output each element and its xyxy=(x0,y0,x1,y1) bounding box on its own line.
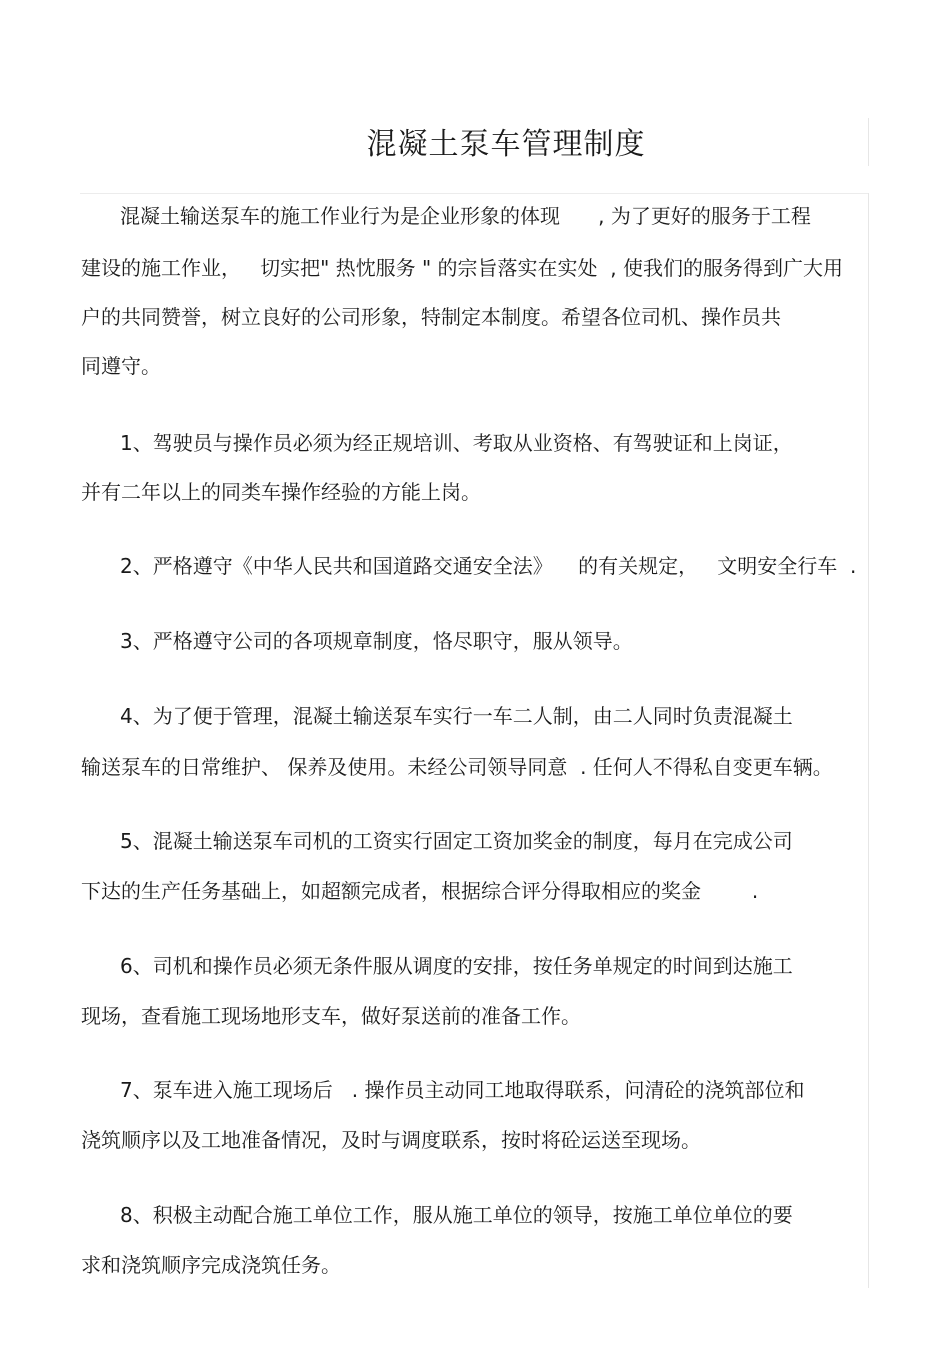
intro-line: 户的共同赞誉，树立良好的公司形象，特制定本制度。希望各位司机、操作员共 xyxy=(81,305,781,329)
rule-line: 6、司机和操作员必须无条件服从调度的安排，按任务单规定的时间到达施工 xyxy=(120,954,793,978)
intro-line: 同遵守。 xyxy=(81,354,161,378)
page-title: 混凝土泵车管理制度 xyxy=(366,127,646,162)
rule-line: 4、为了便于管理，混凝土输送泵车实行一车二人制，由二人同时负责混凝土 xyxy=(120,704,793,728)
rule-line: 5、混凝土输送泵车司机的工资实行固定工资加奖金的制度，每月在完成公司 xyxy=(120,829,793,853)
margin-rule-body xyxy=(868,193,869,1288)
rule-line: 3、严格遵守公司的各项规章制度，恪尽职守，服从领导。 xyxy=(120,629,633,653)
rule-line: 8、积极主动配合施工单位工作，服从施工单位的领导，按施工单位单位的要 xyxy=(120,1203,793,1227)
intro-line: 建设的施工作业， 切实把" 热忱服务 " 的宗旨落实在实处 , 使我们的服务得到广大用 xyxy=(81,256,843,280)
rule-line: 求和浇筑顺序完成浇筑任务。 xyxy=(81,1253,341,1277)
rule-line: 2、严格遵守《中华人民共和国道路交通安全法》 的有关规定， 文明安全行车 . xyxy=(120,554,857,578)
rule-line: 输送泵车的日常维护、 保养及使用。未经公司领导同意 . 任何人不得私自变更车辆。 xyxy=(81,755,833,779)
rule-line: 浇筑顺序以及工地准备情况，及时与调度联系，按时将砼运送至现场。 xyxy=(81,1128,701,1152)
rule-line: 现场，查看施工现场地形支车，做好泵送前的准备工作。 xyxy=(81,1004,581,1028)
rule-line: 并有二年以上的同类车操作经验的方能上岗。 xyxy=(81,480,481,504)
rule-line: 1、驾驶员与操作员必须为经正规培训、考取从业资格、有驾驶证和上岗证， xyxy=(120,431,793,455)
intro-line: 混凝土输送泵车的施工作业行为是企业形象的体现 , 为了更好的服务于工程 xyxy=(120,204,811,228)
header-divider xyxy=(80,193,868,194)
rule-line: 7、泵车进入施工现场后 . 操作员主动同工地取得联系，问清砼的浇筑部位和 xyxy=(120,1078,805,1102)
rule-line: 下达的生产任务基础上，如超额完成者，根据综合评分得取相应的奖金 . xyxy=(81,879,759,903)
